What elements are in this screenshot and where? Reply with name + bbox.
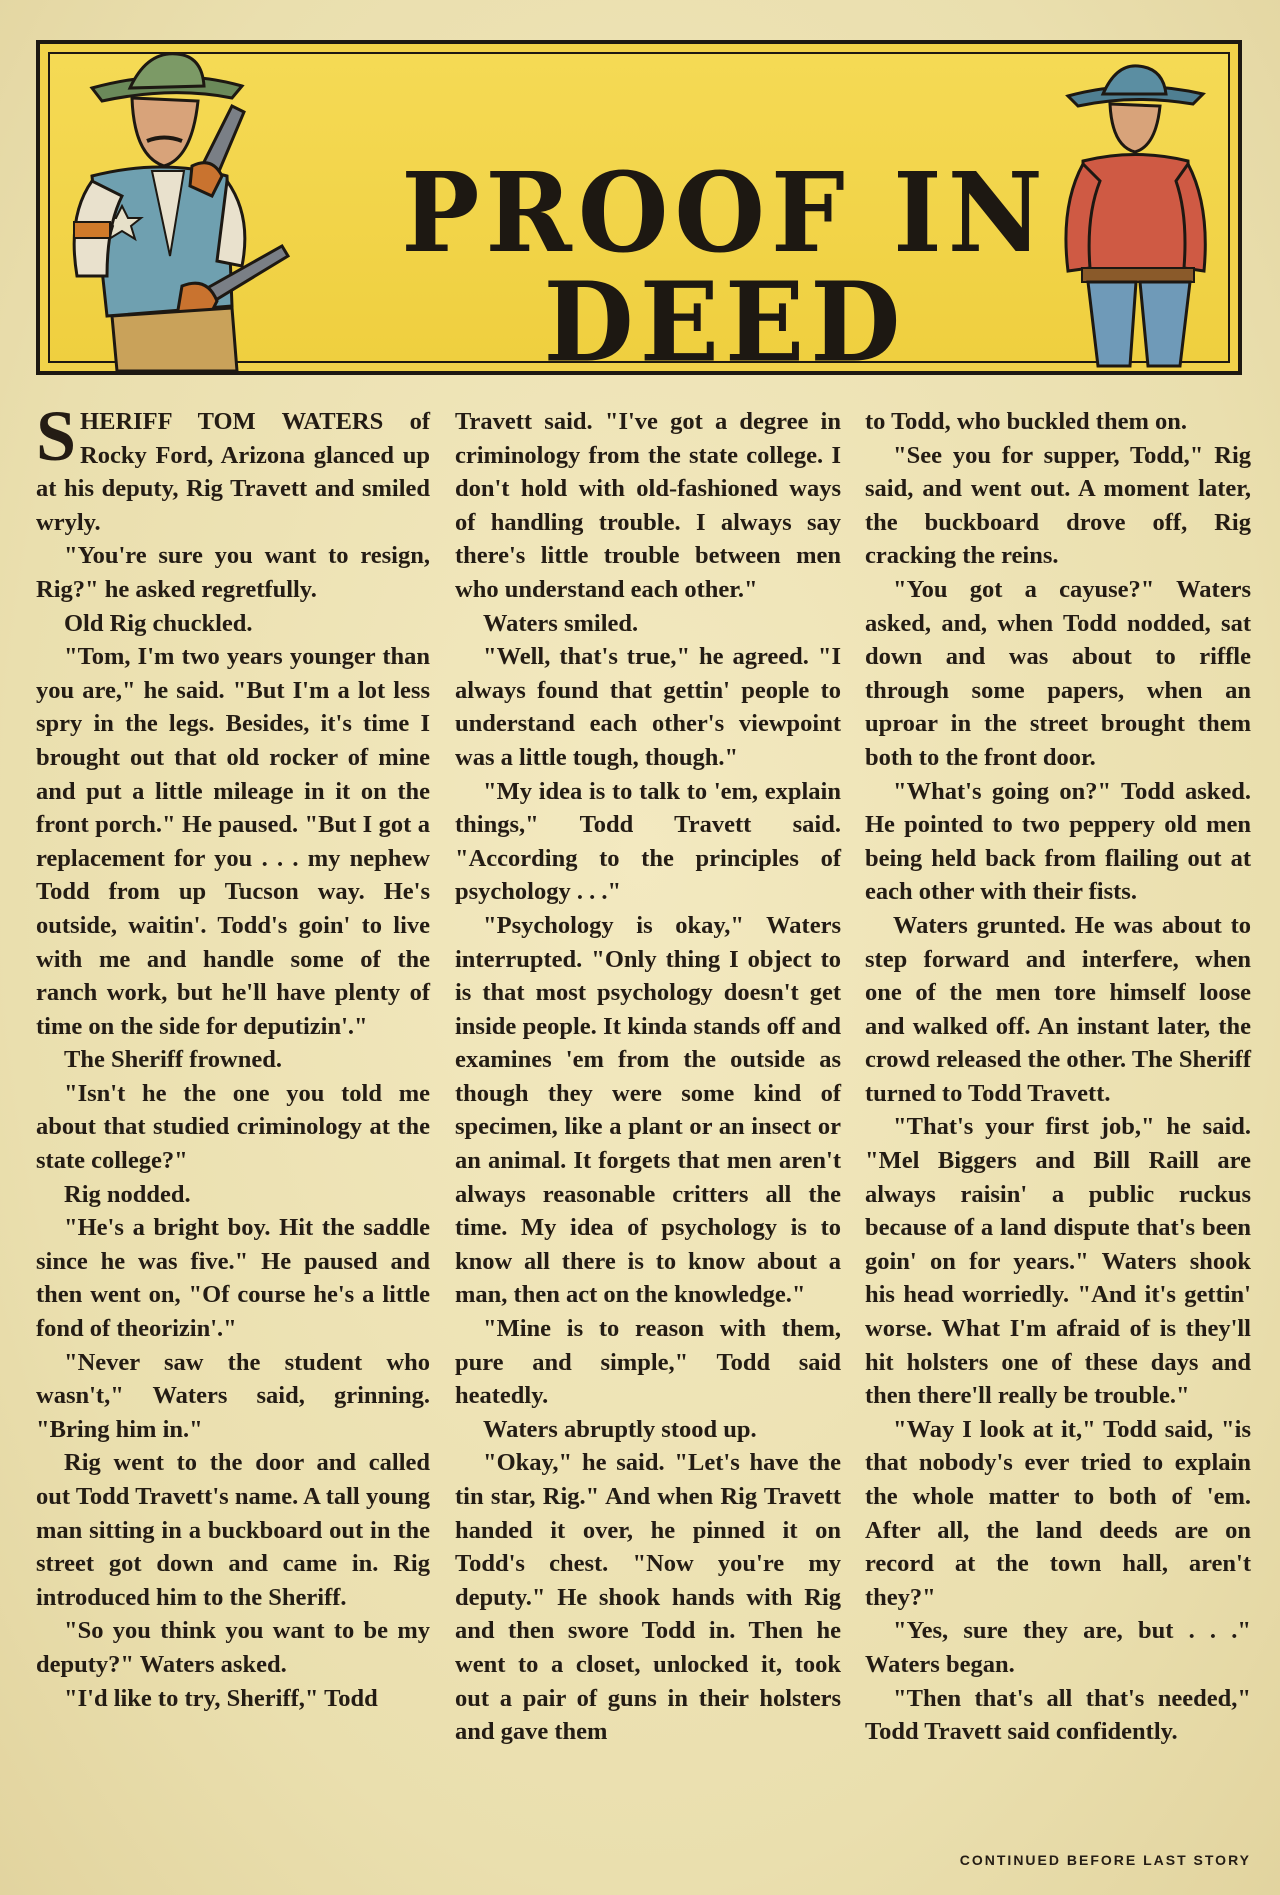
paragraph: "What's going on?" Todd asked. He pointed to two peppery old men being held back from flailing out at each other with their fists. bbox=[865, 777, 1251, 906]
paragraph: Rig nodded. bbox=[64, 1180, 191, 1208]
drop-cap: S bbox=[36, 396, 77, 476]
paragraph: "He's a bright boy. Hit the saddle since he was five." He paused and then went on, "Of course he's a little fond of theorizin'." bbox=[36, 1214, 430, 1343]
sheriff-figure-illustration bbox=[52, 46, 322, 371]
paragraph: "You got a cayuse?" Waters asked, and, when Todd nodded, sat down and was about to riffle through some papers, when an uproar in the street brought them both to the front door. bbox=[865, 575, 1251, 771]
deputy-figure-illustration bbox=[1038, 56, 1228, 374]
paragraph: Old Rig chuckled. bbox=[64, 609, 253, 637]
paragraph: Travett said. "I've got a degree in criminology from the state college. I don't hold with old-fashioned ways of handling trouble. I always say there's little trouble between men who understand each other." bbox=[455, 408, 841, 603]
paragraph: "That's your first job," he said. "Mel Biggers and Bill Raill are always raisin' a public ruckus because of a land dispute that's been goin' on for years." Waters shook his head worriedly. "And it's gettin' worse. What I'm afraid of is they'll hit holsters one of these days and then there'll really be trouble." bbox=[865, 1113, 1251, 1410]
paragraph: "I'd like to try, Sheriff," Todd bbox=[64, 1684, 378, 1712]
paragraph: Waters abruptly stood up. bbox=[483, 1415, 757, 1443]
paragraph-opening: SHERIFF TOM WATERS of Rocky Ford, Arizona glanced up at his deputy, Rig Travett and smiled wryly. bbox=[36, 396, 430, 536]
continued-note: CONTINUED BEFORE LAST STORY bbox=[959, 1852, 1251, 1868]
paragraph: "Mine is to reason with them, pure and simple," Todd said heatedly. bbox=[455, 1315, 841, 1410]
paragraph: "See you for supper, Todd," Rig said, and went out. A moment later, the buckboard drove off, Rig cracking the reins. bbox=[865, 441, 1251, 570]
paragraph: "Tom, I'm two years younger than you are," he said. "But I'm a lot less spry in the legs. Besides, it's time I brought out that old rocker of mine and put a little mileage in it on the front porch." He paused. "But I got a replacement for you . . . my nephew Todd from up Tucson way. He's outside, waitin'. Todd's goin' to live with me and handle some of the ranch work, but he'll have plenty of time on the side for deputizin'." bbox=[36, 643, 430, 1040]
paragraph: Rig went to the door and called out Todd Travett's name. A tall young man sitting in a buckboard out in the street got down and came in. Rig introduced him to the Sheriff. bbox=[36, 1449, 430, 1611]
text-column-1 bbox=[36, 396, 430, 1715]
paragraph: "Never saw the student who wasn't," Waters said, grinning. "Bring him in." bbox=[36, 1348, 430, 1443]
paragraph: "Yes, sure they are, but . . ." Waters began. bbox=[865, 1617, 1251, 1678]
paragraph: "My idea is to talk to 'em, explain things," Todd Travett said. "According to the principles of psychology . . ." bbox=[455, 777, 841, 906]
paragraph: "You're sure you want to resign, Rig?" he asked regretfully. bbox=[36, 542, 430, 603]
paragraph: Waters grunted. He was about to step forward and interfere, when one of the men tore himself loose and walked off. An instant later, the crowd released the other. The Sheriff turned to Todd Travett. bbox=[865, 911, 1251, 1107]
story-title: PROOF IN DEED bbox=[401, 148, 1049, 375]
paragraph: The Sheriff frowned. bbox=[64, 1046, 282, 1074]
paragraph: "Way I look at it," Todd said, "is that nobody's ever tried to explain the whole matter to both of 'em. After all, the land deeds are on record at the town hall, aren't they?" bbox=[865, 1415, 1251, 1611]
paragraph: "So you think you want to be my deputy?" Waters asked. bbox=[36, 1617, 430, 1678]
paragraph: "Psychology is okay," Waters interrupted. "Only thing I object to is that most psychology doesn't get inside people. It kinda stands off and examines 'em from the outside as though they were some kind of specimen, like a plant or an insect or an animal. It forgets that men aren't always reasonable critters all the time. My idea of psychology is to know all there is to know about a man, then act on the knowledge." bbox=[455, 911, 841, 1309]
text-column-2 bbox=[455, 405, 841, 1749]
paragraph: "Then that's all that's needed," Todd Travett said confidently. bbox=[865, 1684, 1251, 1746]
paragraph: "Okay," he said. "Let's have the tin star, Rig." And when Rig Travett handed it over, he pinned it on Todd's chest. "Now you're my deputy." He shook hands with Rig and then swore Todd in. Then he went to a closet, unlocked it, took out a pair of guns in their holsters and gave them bbox=[455, 1449, 841, 1746]
paragraph: "Well, that's true," he agreed. "I always found that gettin' people to understand each other's viewpoint was a little tough, though." bbox=[455, 643, 841, 771]
paragraph: Waters smiled. bbox=[483, 609, 639, 637]
paragraph: to Todd, who buckled them on. bbox=[865, 408, 1188, 435]
paragraph: "Isn't he the one you told me about that studied criminology at the state college?" bbox=[36, 1079, 430, 1175]
text-column-3 bbox=[865, 405, 1251, 1749]
title-banner bbox=[36, 40, 1242, 375]
